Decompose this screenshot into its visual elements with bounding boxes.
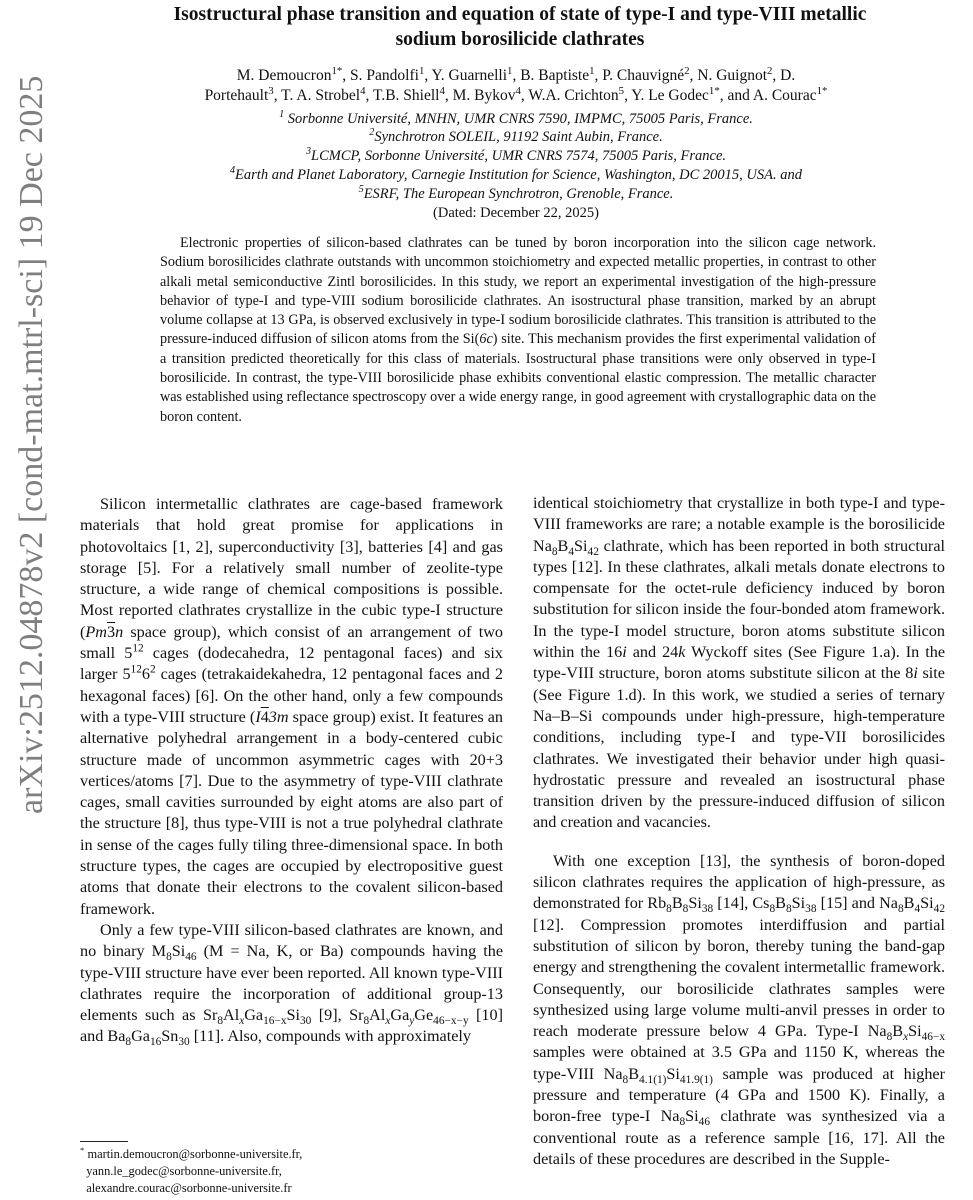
affiliation-4: $^4$Earth and Planet Laboratory, Carnegie Institution for Science, Washington, DC 20015, USA. and (229, 165, 803, 183)
affiliation-1: $^1$ Sorbonne Université, MNHN, UMR CNRS 7590, IMPMC, 75005 Paris, France. (279, 109, 753, 127)
paper-title (70, 2, 970, 52)
email-link[interactable]: alexandre.courac@sorbonne-universite.fr (86, 1181, 292, 1195)
affiliation-5: $^5$ESRF, The European Synchrotron, Grenoble, France. (358, 184, 674, 202)
affiliation-2: $^2$Synchrotron SOLEIL, 91192 Saint Aubin, France. (369, 127, 663, 145)
paragraph: With one exception [13], the synthesis of boron-doped silicon clathrates requires the application of high-pressure, as demonstrated for $Rb_8B_8Si_{38}$ [14], $Cs_8B_8Si_{38}$ [15] and $Na_8B_4Si_{42}$ [12]. Compression promotes interdiffusion and partial substitution of silicon by boron, thereby tuning the band-gap energy and strengthening the covalent intermetallic framework. Consequently, our borosilicide clathrates samples were synthesized using large volume multi-anvil presses in order to reach moderate pressure below 4 GPa. Type-I $Na_8B_xSi_{46-x}$ samples were obtained at 3.5 GPa and 1150 K, whereas the type-VIII $Na_8B_{4.1(1)}Si_{41.9(1)}$ sample was produced at higher pressure and temperature (4 GPa and 1500 K). Finally, a boron-free type-I $Na_8Si_{46}$ clathrate was synthesized via a conventional route as a reference sample [16, 17]. All the details of these procedures are described in the Supple- (533, 851, 945, 1168)
email-link[interactable]: martin.demoucron@sorbonne-universite.fr, (87, 1147, 303, 1161)
abstract: Electronic properties of silicon-based clathrates can be tuned by boron incorporation into the silicon cage network. Sodium borosilicides clathrate outstands with uncommon stoichiometry and expected metallic properties, in contrast to other alkali metal semiconductive Zintl borosilicides. In this study, we report an experimental investigation of the high-pressure behavior of type-I and type-VIII sodium borosilicide clathrates. An isostructural phase transition, marked by an abrupt volume collapse at 13 GPa, is observed exclusively in type-I sodium borosilicide clathrates. This transition is attributed to the pressure-induced diffusion of silicon atoms from the Si(6c) site. This mechanism provides the first experimental validation of a transition predicted theoretically for this class of materials. Isostructural phase transitions were only observed in type-I borosilicide. In contrast, the type-VIII borosilicide phase exhibits conventional elastic compression. The metallic character was established using reflectance spectroscopy over a wide energy range, in good agreement with crystallographic data on the boron content. (160, 235, 876, 425)
affiliation-3: $^3$LCMCP, Sorbonne Université, UMR CNRS 7574, 75005 Paris, France. (305, 146, 727, 164)
paragraph: Silicon intermetallic clathrates are cage-based framework materials that hold great promise for applications in photovoltaics [1, 2], superconductivity [3], batteries [4] and gas storage [5]. For a relatively small number of zeolite-type structure, a wide range of chemical compositions is possible. Most reported clathrates crystallize in the cubic type-I structure (Pm3n space group), which consist of an arrangement of two small $5^{12}$ cages (dodecahedra, 12 pentagonal faces) and six larger $5^{12}6^2$ cages (tetrakaidekahedra, 12 pentagonal faces and 2 hexagonal faces) [6]. On the other hand, only a few compounds with a type-VIII structure (I43m space group) exist. It features an alternative polyhedral arrangement in a body-centered cubic structure made of uncommon asymmetric cages with 20+3 vertices/atoms [7]. Due to the asymmetry of type-VIII clathrate cages, small cavities surrounded by eight atoms are also part of the structure [8], thus type-VIII is not a true polyhedral clathrate in sense of the cages fully tiling three-dimensional space. In both structure types, the cages are occupied by electropositive guest atoms that donate their electrons to the covalent silicon-based framework. (80, 495, 504, 918)
footnote-rule (80, 1141, 128, 1142)
arxiv-identifier: arXiv:2512.04878v2 [cond-mat.mtrl-sci] 19 Dec 2025 (13, 75, 50, 815)
title-line-2: sodium borosilicide clathrates (395, 29, 645, 50)
paragraph: Only a few type-VIII silicon-based clathrates are known, and no binary $M_8Si_{46}$ (M = Na, K, or Ba) compounds having the type-VIII structure have ever been reported. All known type-VIII clathrates require the incorporation of additional group-13 elements such as $Sr_8Al_xGa_{16-x}Si_{30}$ [9], $Sr_8Al_xGa_yGe_{46-x-y}$ [10] and $Ba_8Ga_{16}Sn_{30}$ [11]. Also, compounds with approximately (80, 920, 504, 1049)
left-column (80, 494, 503, 1048)
author-list: M. Demoucron$^{1*}$, S. Pandolfi$^1$, Y. Guarnelli$^1$, B. Baptiste$^1$, P. Chauvigné$^2$, N. Guignot$^2$, D. Portehault$^3$, T. A. Strobel$^4$, T.B. Shiell$^4$, M. Bykov$^4$, W.A. Crichton$^5$, Y. Le Godec$^{1*}$, and A. Courac$^{1*}$ (204, 64, 828, 104)
paragraph: identical stoichiometry that crystallize in both type-I and type-VIII frameworks are rare; a notable example is the borosilicide $Na_8B_4Si_{42}$ clathrate, which has been reported in both structural types [12]. In these clathrates, alkali metals donate electrons to compensate for the octet-rule deficiency induced by boron substitution for silicon inside the four-bonded atom framework. In the type-I model structure, boron atoms substitute silicon within the 16i and 24k Wyckoff sites (See Figure 1.a). In the type-VIII structure, boron atoms substitute silicon at the 8i site (See Figure 1.d). In this work, we studied a series of ternary Na–B–Si compounds under high-pressure, high-temperature conditions, including type-I and type-VII borosilicides clathrates. We investigated their behavior under high quasi-hydrostatic pressure and revealed an isostructural phase transition driven by the pressure-induced diffusion of silicon and creation and vacancies. (533, 494, 945, 832)
right-column (533, 493, 945, 1170)
email-link[interactable]: yann.le_godec@sorbonne-universite.fr, (86, 1164, 282, 1178)
date-line: (Dated: December 22, 2025) (433, 205, 599, 221)
footnote: * martin.demoucron@sorbonne-universite.fr, yann.le_godec@sorbonne-universite.fr, alexandre.courac@sorbonne-universite.fr (80, 1144, 303, 1195)
title-line-1: Isostructural phase transition and equation of state of type-I and type-VIII metallic (173, 4, 867, 25)
